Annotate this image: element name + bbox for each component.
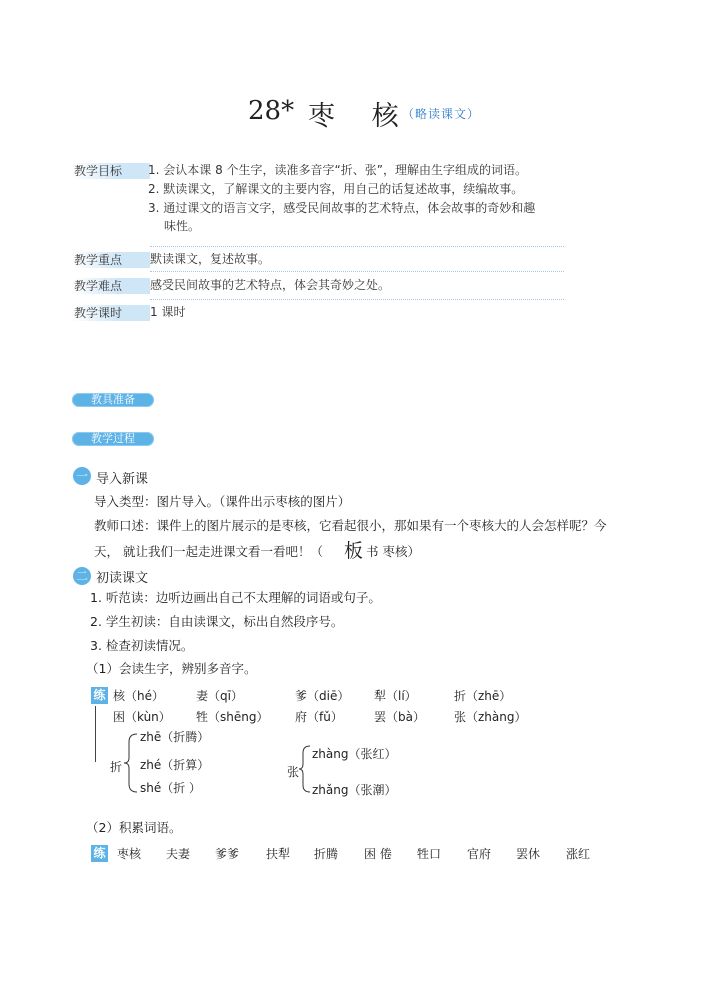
step-one-line-1: 导入类型：图片导入。（课件出示枣核的图片） (94, 494, 351, 509)
char-cell: 核（hé） (113, 689, 164, 703)
step-two-item-1: 1. 听范读：边听边画出自己不太理解的词语或句子。 (90, 590, 381, 605)
sub-task-2: （2）积累词语。 (86, 820, 182, 835)
zhe-reading-1: zhē（折腾） (140, 730, 210, 744)
word-item: 困 倦 (364, 847, 392, 861)
section-process-pill: 教学过程 (72, 432, 154, 446)
goal-item-2: 2. 默读课文，了解课文的主要内容，用自己的话复述故事，续编故事。 (148, 182, 524, 196)
word-item: 涨红 (566, 847, 591, 861)
char-cell: 府（fǔ） (295, 710, 343, 724)
char-cell: 犁（lí） (374, 689, 417, 703)
goal-item-3-cont: 味性。 (164, 219, 201, 233)
step-one-icon: 一 (73, 467, 91, 485)
difficulty-label: 教学难点 (72, 278, 150, 294)
word-item: 扶犁 (266, 847, 291, 861)
guide-line (95, 706, 96, 762)
practice-tag: 练 (91, 687, 108, 704)
lesson-type-note: （略读课文） (402, 107, 481, 121)
polyphone-char-zhe: 折 (110, 760, 123, 774)
zhe-reading-3: shé（折 ） (140, 781, 202, 795)
step-two-item-2: 2. 学生初读：自由读课文，标出自然段序号。 (90, 614, 344, 629)
step-one-title: 导入新课 (96, 472, 149, 487)
char-cell: 牲（shēng） (196, 710, 269, 724)
sub-task-1: （1）会读生字，辨别多音字。 (86, 661, 257, 676)
word-item: 爹爹 (215, 847, 240, 861)
step-one-line-2: 教师口述：课件上的图片展示的是枣核，它看起很小，那如果有一个枣核大的人会怎样呢？今 (94, 518, 607, 533)
polyphone-char-zhang: 张 (287, 765, 300, 779)
lesson-title: 枣 核 (308, 101, 413, 132)
key-point-label: 教学重点 (72, 252, 150, 268)
word-item: 折腾 (314, 847, 339, 861)
divider (150, 246, 564, 247)
brace-icon (298, 744, 312, 794)
board-label-rest: 书 枣核） (366, 544, 420, 559)
key-point-text: 默读课文，复述故事。 (150, 252, 271, 266)
goal-item-1: 1. 会认本课 8 个生字，读准多音字“折、张”，理解由生字组成的词语。 (148, 163, 527, 177)
char-cell: 罢（bà） (374, 710, 425, 724)
step-two-title: 初读课文 (96, 571, 149, 586)
word-item: 官府 (467, 847, 492, 861)
section-prep-pill: 教具准备 (72, 393, 154, 407)
word-item: 罢休 (516, 847, 541, 861)
char-cell: 妻（qī） (196, 689, 243, 703)
board-label-big: 板 (344, 540, 364, 562)
step-two-icon: 二 (73, 567, 91, 585)
practice-tag: 练 (91, 845, 108, 862)
brace-icon (123, 732, 139, 794)
char-cell: 折（zhē） (454, 689, 512, 703)
divider (150, 299, 564, 300)
hours-text: 1 课时 (150, 305, 186, 319)
step-one-line-3: 天， 就让我们一起走进课文看一看吧！（ (94, 544, 323, 559)
hours-label: 教学课时 (72, 305, 150, 321)
difficulty-text: 感受民间故事的艺术特点，体会其奇妙之处。 (150, 278, 391, 292)
zhang-reading-2: zhǎng（张潮） (312, 783, 397, 797)
word-item: 枣核 (117, 847, 142, 861)
divider (150, 271, 564, 272)
char-cell: 爹（diē） (295, 689, 350, 703)
goal-label: 教学目标 (72, 163, 150, 179)
char-cell: 困（kùn） (113, 710, 171, 724)
word-item: 牲口 (417, 847, 442, 861)
zhe-reading-2: zhé（折算） (140, 758, 210, 772)
char-cell: 张（zhàng） (454, 710, 527, 724)
goal-item-3: 3. 通过课文的语言文字，感受民间故事的艺术特点，体会故事的奇妙和趣 (148, 201, 536, 215)
lesson-number: 28* (248, 96, 295, 126)
word-item: 夫妻 (166, 847, 191, 861)
step-two-item-3: 3. 检查初读情况。 (90, 638, 194, 653)
zhang-reading-1: zhàng（张红） (312, 747, 397, 761)
